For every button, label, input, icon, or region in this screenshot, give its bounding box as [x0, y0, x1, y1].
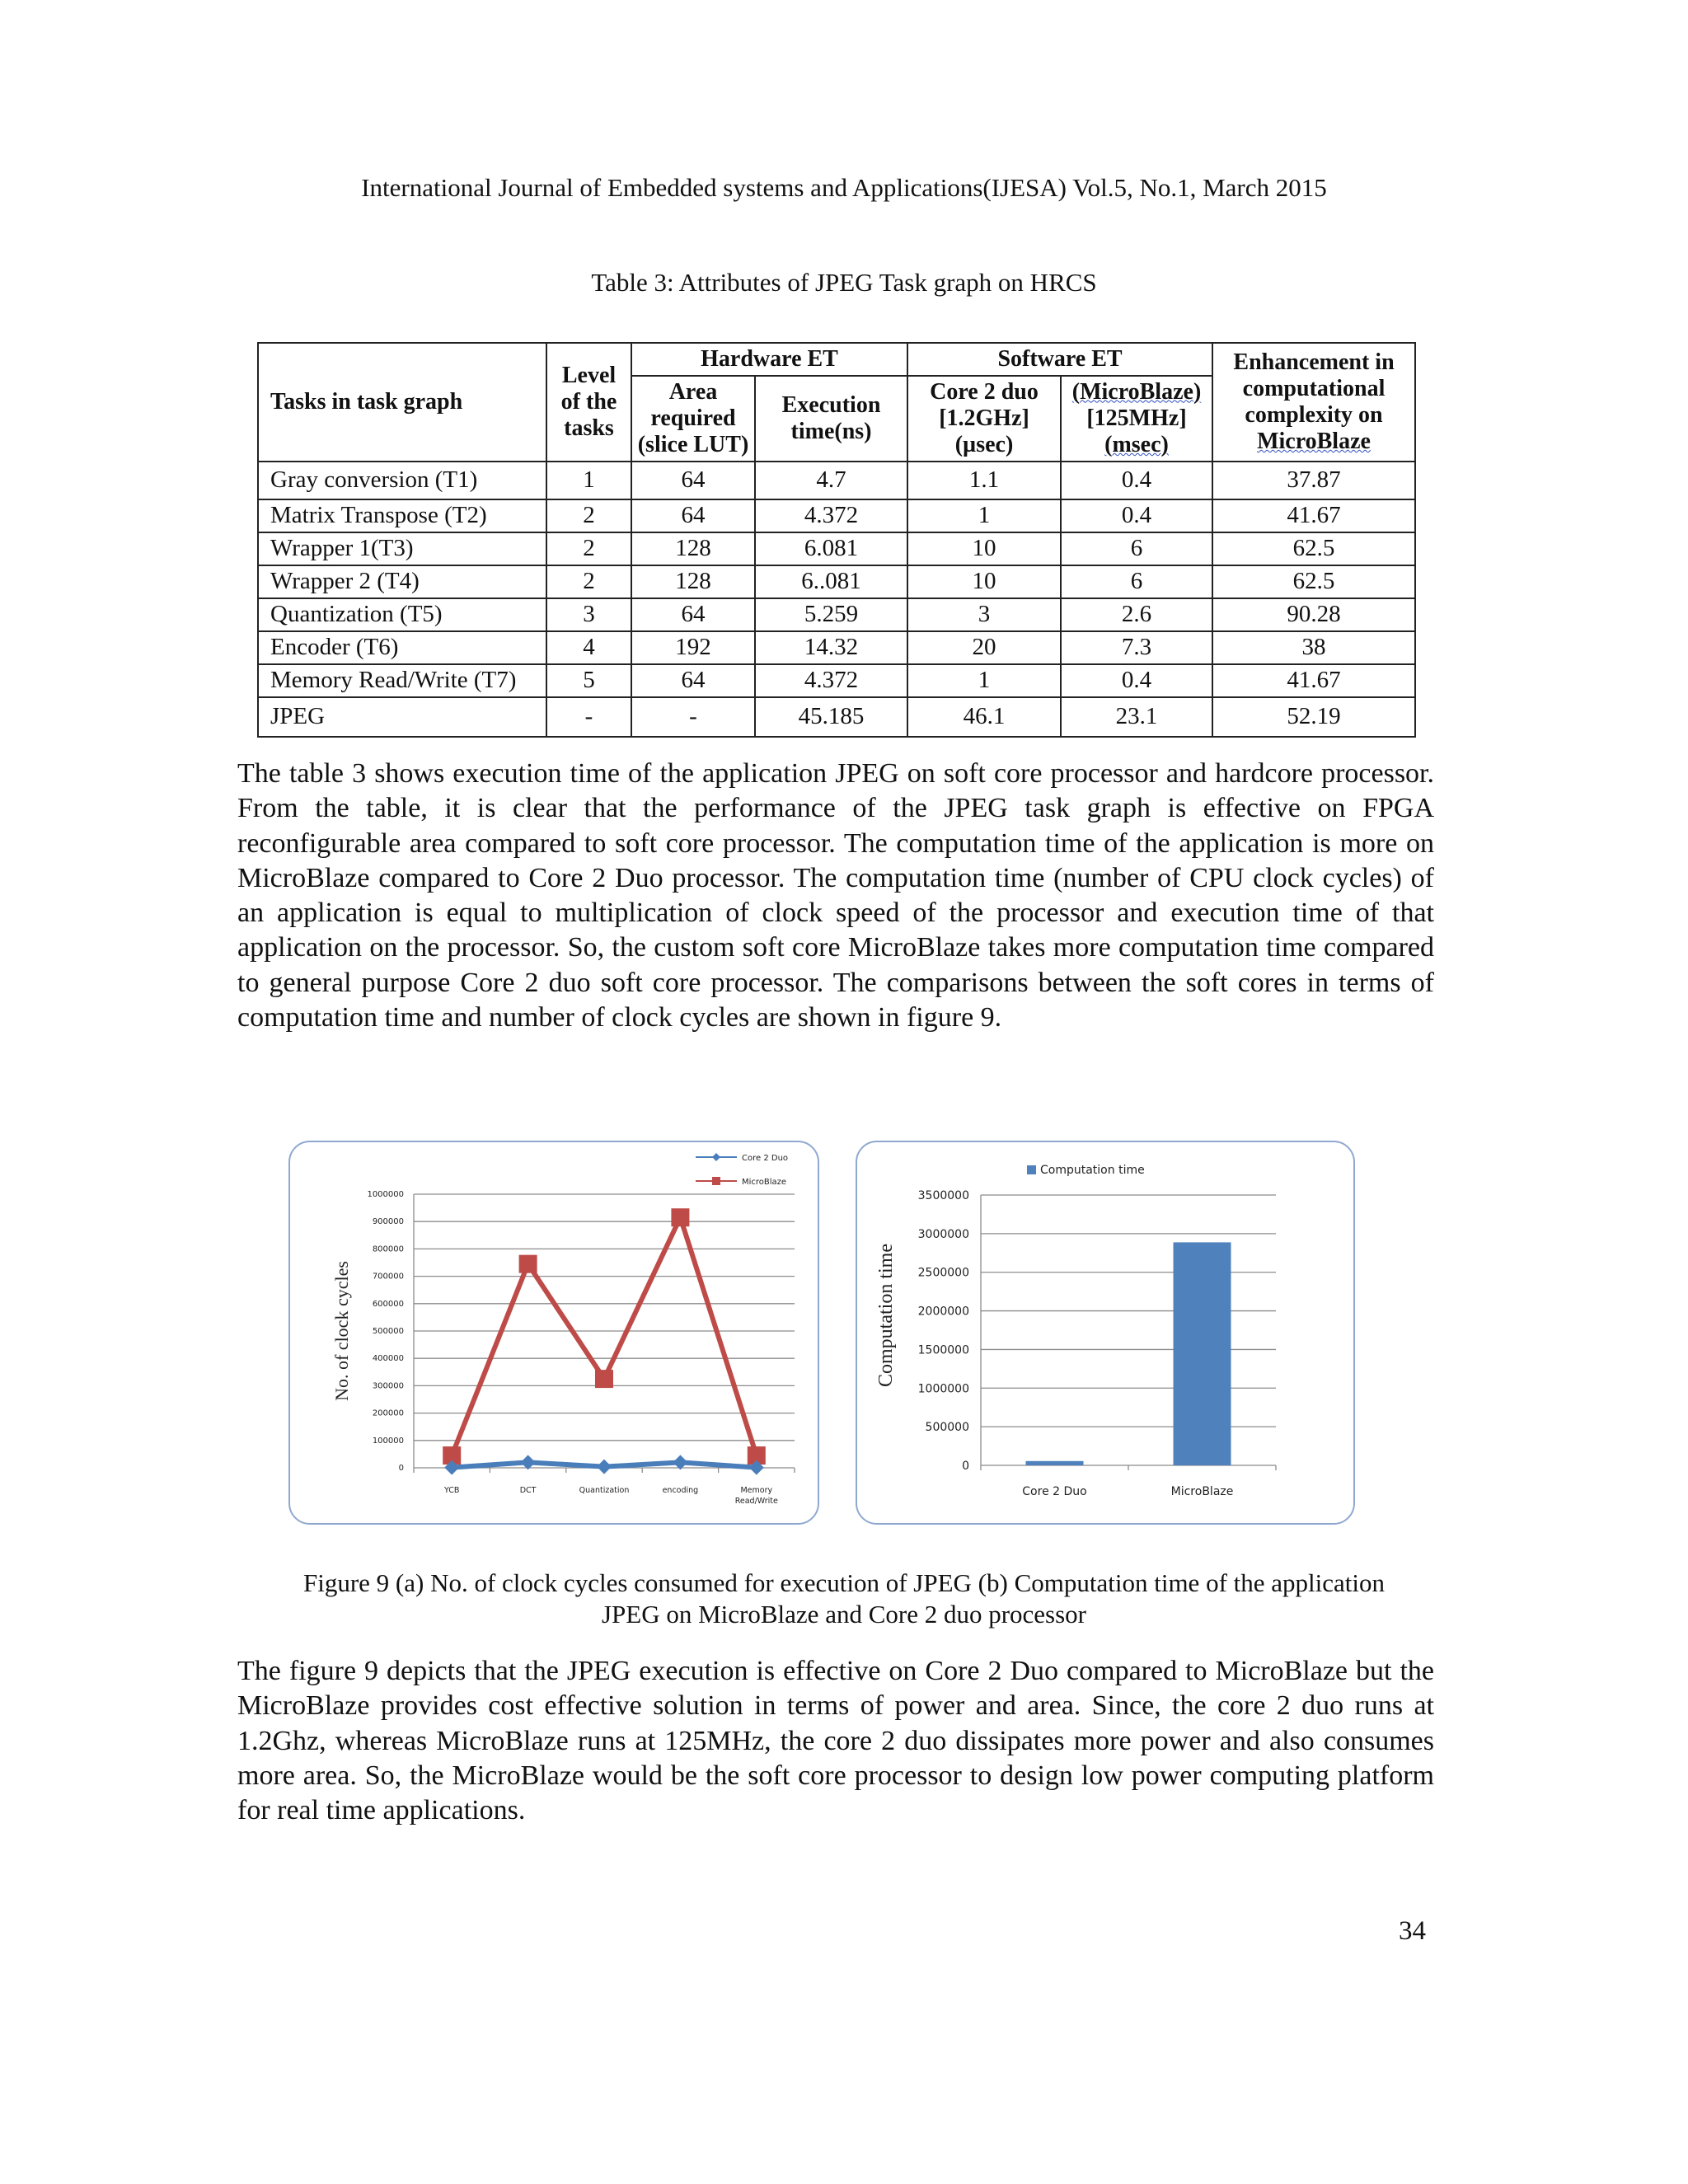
- running-header: International Journal of Embedded systems and Applications(IJESA) Vol.5, No.1, March 2015: [361, 173, 1327, 202]
- data-point-microblaze: [671, 1208, 689, 1226]
- legend-marker: [712, 1153, 720, 1161]
- cell-task: Encoder (T6): [258, 631, 546, 664]
- figure-caption-line-2: JPEG on MicroBlaze and Core 2 duo processor: [601, 1600, 1087, 1629]
- cell-level: 2: [546, 499, 631, 532]
- cell-core2: 10: [907, 532, 1061, 565]
- cell-level: 2: [546, 532, 631, 565]
- cell-enhancement: 52.19: [1212, 697, 1415, 737]
- page-number: 34: [1399, 1916, 1426, 1946]
- header-microblaze-freq: [125MHz]: [1086, 405, 1187, 431]
- cell-level: 2: [546, 565, 631, 598]
- header-exec-time: Execution time(ns): [755, 376, 907, 462]
- x-tick-label: Core 2 Duo: [1022, 1485, 1087, 1498]
- cell-area: 192: [631, 631, 755, 664]
- table-row: [258, 697, 1415, 737]
- cell-microblaze: 0.4: [1061, 664, 1212, 697]
- header-microblaze-unit: (msec): [1104, 432, 1169, 458]
- y-tick-label: 2500000: [917, 1266, 969, 1280]
- y-tick-label: 600000: [372, 1299, 404, 1309]
- y-tick-label: 800000: [372, 1244, 404, 1254]
- cell-area: -: [631, 697, 755, 737]
- legend-label: MicroBlaze: [742, 1178, 787, 1187]
- data-point-microblaze: [595, 1370, 613, 1388]
- cell-exec-time: 45.185: [755, 697, 907, 737]
- cell-enhancement: 90.28: [1212, 598, 1415, 631]
- cell-core2: 3: [907, 598, 1061, 631]
- cell-exec-time: 6.081: [755, 532, 907, 565]
- legend-marker: [712, 1177, 720, 1185]
- header-level: Level of the tasks: [546, 343, 631, 462]
- table-row: [258, 631, 1415, 664]
- clock-cycles-line-chart: [288, 1141, 819, 1525]
- cell-level: 3: [546, 598, 631, 631]
- y-tick-label: 3000000: [917, 1227, 969, 1241]
- cell-area: 64: [631, 462, 755, 499]
- attributes-table: [257, 342, 1416, 738]
- paragraph-table-discussion: The table 3 shows execution time of the application JPEG on soft core processor and hardcore processor. From the table, it is clear that the performance of the JPEG task graph is effective on FPGA reconfigurable area compared to soft core processor. The computation time of the application is more on MicroBlaze compared to Core 2 Duo processor. The computation time (number of CPU clock cycles) of an application is equal to multiplication of clock speed of the processor and execution time of that application on the processor. So, the custom soft core MicroBlaze takes more computation time compared to general purpose Core 2 duo soft core processor. The comparisons between the soft cores in terms of computation time and number of clock cycles are shown in figure 9.: [237, 758, 1434, 1033]
- cell-level: -: [546, 697, 631, 737]
- y-axis-title: Computation time: [875, 1244, 897, 1387]
- header-tasks: Tasks in task graph: [258, 343, 546, 462]
- header-microblaze: [1061, 376, 1212, 462]
- cell-area: 128: [631, 565, 755, 598]
- cell-enhancement: 41.67: [1212, 664, 1415, 697]
- header-software-et: Software ET: [907, 343, 1212, 376]
- y-tick-label: 1000000: [917, 1382, 969, 1396]
- x-tick-label: MicroBlaze: [1170, 1485, 1234, 1498]
- x-tick-label: [443, 1486, 459, 1495]
- legend-label: Core 2 Duo: [742, 1154, 789, 1163]
- clock-cycles-chart-svg: [290, 1142, 818, 1523]
- computation-time-bar-chart: [856, 1141, 1355, 1525]
- cell-area: 64: [631, 499, 755, 532]
- header-microblaze-word: (MicroBlaze): [1071, 378, 1202, 405]
- cell-task: Wrapper 2 (T4): [258, 565, 546, 598]
- x-tick-label-line: Read/Write: [734, 1497, 778, 1506]
- x-tick-label-line: DCT: [519, 1486, 537, 1495]
- table-row: [258, 664, 1415, 697]
- cell-level: 5: [546, 664, 631, 697]
- cell-exec-time: 4.372: [755, 499, 907, 532]
- cell-area: 128: [631, 532, 755, 565]
- cell-area: 64: [631, 664, 755, 697]
- y-tick-label: 300000: [372, 1381, 404, 1391]
- cell-area: 64: [631, 598, 755, 631]
- x-tick-label: [735, 1486, 778, 1506]
- legend-label: Computation time: [1040, 1164, 1145, 1177]
- cell-core2: 1: [907, 664, 1061, 697]
- cell-enhancement: 62.5: [1212, 532, 1415, 565]
- cell-exec-time: 14.32: [755, 631, 907, 664]
- cell-enhancement: 62.5: [1212, 565, 1415, 598]
- data-point-core-2-duo: [597, 1460, 612, 1474]
- cell-task: Quantization (T5): [258, 598, 546, 631]
- cell-task: JPEG: [258, 697, 546, 737]
- table-row: [258, 565, 1415, 598]
- cell-task: Matrix Transpose (T2): [258, 499, 546, 532]
- y-tick-label: 200000: [372, 1408, 404, 1418]
- header-enhancement: [1212, 343, 1415, 462]
- x-tick-label-line: Memory: [740, 1486, 773, 1495]
- y-tick-label: 900000: [372, 1217, 404, 1227]
- cell-enhancement: 41.67: [1212, 499, 1415, 532]
- header-area: Area required (slice LUT): [631, 376, 755, 462]
- y-tick-label: 2000000: [917, 1305, 969, 1319]
- figure-caption: [223, 1568, 1465, 1630]
- cell-core2: 20: [907, 631, 1061, 664]
- cell-enhancement: 38: [1212, 631, 1415, 664]
- y-tick-label: 400000: [372, 1354, 404, 1364]
- table-row: [258, 499, 1415, 532]
- y-tick-label: 0: [398, 1464, 404, 1473]
- cell-microblaze: 6: [1061, 532, 1212, 565]
- y-tick-label: 500000: [925, 1421, 969, 1435]
- paragraph-figure-discussion: The figure 9 depicts that the JPEG execution is effective on Core 2 Duo compared to MicroBlaze but the MicroBlaze provides cost effective solution in terms of power and area. Since, the core 2 duo runs at 1.2Ghz, whereas MicroBlaze runs at 125MHz, the core 2 duo dissipates more power and also consumes more area. So, the MicroBlaze would be the soft core processor to design low power computing platform for real time applications.: [237, 1656, 1434, 1826]
- cell-core2: 46.1: [907, 697, 1061, 737]
- cell-exec-time: 4.372: [755, 664, 907, 697]
- table-row: [258, 598, 1415, 631]
- legend-marker: [1027, 1165, 1036, 1174]
- cell-core2: 1.1: [907, 462, 1061, 499]
- cell-exec-time: 5.259: [755, 598, 907, 631]
- y-axis-title: No. of clock cycles: [331, 1261, 352, 1401]
- y-tick-label: 700000: [372, 1272, 404, 1282]
- header-enhancement-text: Enhancement in computational complexity on: [1233, 349, 1395, 428]
- data-point-microblaze: [519, 1255, 537, 1273]
- cell-core2: 1: [907, 499, 1061, 532]
- x-tick-label: [579, 1486, 630, 1495]
- cell-task: Memory Read/Write (T7): [258, 664, 546, 697]
- bar-microblaze: [1174, 1242, 1231, 1465]
- x-tick-label-line: YCB: [443, 1486, 460, 1495]
- header-core2: Core 2 duo [1.2GHz] (µsec): [907, 376, 1061, 462]
- y-tick-label: 1000000: [367, 1190, 404, 1199]
- y-tick-label: 3500000: [917, 1189, 969, 1202]
- x-tick-label-line: Quantization: [579, 1486, 630, 1495]
- cell-microblaze: 0.4: [1061, 462, 1212, 499]
- table-row: [258, 462, 1415, 499]
- cell-microblaze: 0.4: [1061, 499, 1212, 532]
- y-tick-label: 1500000: [917, 1343, 969, 1357]
- header-enhancement-microblaze: MicroBlaze: [1257, 429, 1371, 455]
- cell-microblaze: 6: [1061, 565, 1212, 598]
- cell-core2: 10: [907, 565, 1061, 598]
- cell-task: Wrapper 1(T3): [258, 532, 546, 565]
- y-tick-label: 100000: [372, 1436, 404, 1446]
- bar-core-2-duo: [1026, 1461, 1084, 1465]
- table-row: [258, 532, 1415, 565]
- y-tick-label: 0: [962, 1460, 969, 1473]
- y-tick-label: 500000: [372, 1327, 404, 1336]
- header-hardware-et: Hardware ET: [631, 343, 907, 376]
- cell-exec-time: 4.7: [755, 462, 907, 499]
- series-line-microblaze: [452, 1217, 757, 1455]
- cell-microblaze: 2.6: [1061, 598, 1212, 631]
- cell-enhancement: 37.87: [1212, 462, 1415, 499]
- figure-caption-line-1: Figure 9 (a) No. of clock cycles consumed for execution of JPEG (b) Computation time of the application: [303, 1568, 1385, 1597]
- cell-level: 4: [546, 631, 631, 664]
- cell-task: Gray conversion (T1): [258, 462, 546, 499]
- cell-microblaze: 23.1: [1061, 697, 1212, 737]
- table-caption: Table 3: Attributes of JPEG Task graph on HRCS: [591, 268, 1097, 297]
- x-tick-label: [663, 1486, 699, 1495]
- x-tick-label-line: encoding: [662, 1486, 699, 1495]
- cell-level: 1: [546, 462, 631, 499]
- computation-time-chart-svg: [857, 1142, 1353, 1523]
- cell-exec-time: 6..081: [755, 565, 907, 598]
- cell-microblaze: 7.3: [1061, 631, 1212, 664]
- x-tick-label: [520, 1486, 537, 1495]
